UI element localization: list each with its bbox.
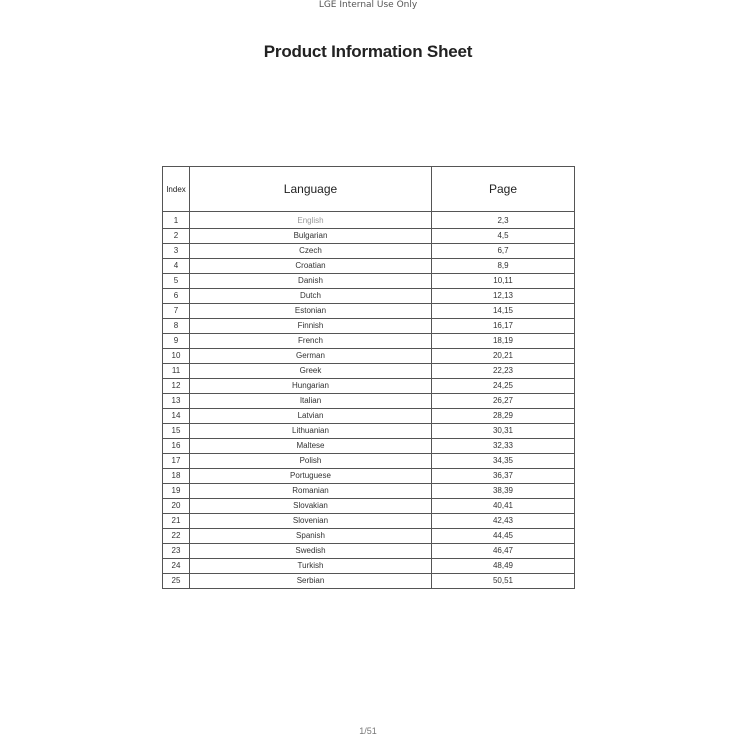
page-cell: 16,17	[432, 319, 575, 334]
table-row	[163, 212, 575, 229]
index-cell: 12	[163, 379, 190, 394]
index-cell: 11	[163, 364, 190, 379]
language-cell: Maltese	[190, 439, 432, 454]
page-cell: 50,51	[432, 574, 575, 589]
table-row	[163, 394, 575, 409]
table-row	[163, 439, 575, 454]
page-cell: 12,13	[432, 289, 575, 304]
table-row	[163, 259, 575, 274]
page-cell: 2,3	[432, 212, 575, 229]
index-cell: 13	[163, 394, 190, 409]
index-cell: 23	[163, 544, 190, 559]
index-cell: 5	[163, 274, 190, 289]
table-body	[163, 212, 575, 589]
index-cell: 20	[163, 499, 190, 514]
table-row	[163, 364, 575, 379]
index-cell: 24	[163, 559, 190, 574]
index-cell: 3	[163, 244, 190, 259]
table-row	[163, 379, 575, 394]
page-column-header: Page	[432, 167, 575, 212]
page-cell: 36,37	[432, 469, 575, 484]
language-index-table	[162, 166, 575, 589]
language-cell: Danish	[190, 274, 432, 289]
language-cell: Romanian	[190, 484, 432, 499]
language-cell: Portuguese	[190, 469, 432, 484]
index-cell: 2	[163, 229, 190, 244]
page-cell: 46,47	[432, 544, 575, 559]
language-cell: Spanish	[190, 529, 432, 544]
language-cell: Latvian	[190, 409, 432, 424]
index-cell: 4	[163, 259, 190, 274]
table-row	[163, 499, 575, 514]
language-cell: Estonian	[190, 304, 432, 319]
table-row	[163, 469, 575, 484]
table-row	[163, 229, 575, 244]
index-cell: 21	[163, 514, 190, 529]
table-row	[163, 334, 575, 349]
language-cell: Czech	[190, 244, 432, 259]
index-cell: 6	[163, 289, 190, 304]
page-cell: 8,9	[432, 259, 575, 274]
page-cell: 14,15	[432, 304, 575, 319]
table-row	[163, 424, 575, 439]
table-row	[163, 409, 575, 424]
language-cell: French	[190, 334, 432, 349]
language-cell: Greek	[190, 364, 432, 379]
table-row	[163, 274, 575, 289]
page-cell: 28,29	[432, 409, 575, 424]
page-indicator: 1/51	[359, 726, 377, 736]
page-cell: 42,43	[432, 514, 575, 529]
language-cell: Polish	[190, 454, 432, 469]
language-cell: Hungarian	[190, 379, 432, 394]
page-cell: 18,19	[432, 334, 575, 349]
page-cell: 38,39	[432, 484, 575, 499]
index-cell: 16	[163, 439, 190, 454]
table-row	[163, 574, 575, 589]
index-cell: 17	[163, 454, 190, 469]
page-cell: 20,21	[432, 349, 575, 364]
index-column-header: Index	[163, 167, 190, 212]
language-cell: Serbian	[190, 574, 432, 589]
index-cell: 19	[163, 484, 190, 499]
page-cell: 30,31	[432, 424, 575, 439]
internal-use-note: LGE Internal Use Only	[318, 0, 418, 10]
index-cell: 10	[163, 349, 190, 364]
page-cell: 40,41	[432, 499, 575, 514]
page-cell: 4,5	[432, 229, 575, 244]
language-cell: Croatian	[190, 259, 432, 274]
table-row	[163, 244, 575, 259]
table-row	[163, 514, 575, 529]
table-row	[163, 304, 575, 319]
page-cell: 24,25	[432, 379, 575, 394]
index-cell: 7	[163, 304, 190, 319]
language-cell: Dutch	[190, 289, 432, 304]
language-cell: Swedish	[190, 544, 432, 559]
language-cell: Slovakian	[190, 499, 432, 514]
index-cell: 9	[163, 334, 190, 349]
index-cell: 25	[163, 574, 190, 589]
index-cell: 8	[163, 319, 190, 334]
language-cell: English	[190, 212, 432, 229]
language-column-header: Language	[190, 167, 432, 212]
index-cell: 15	[163, 424, 190, 439]
language-cell: Slovenian	[190, 514, 432, 529]
page-cell: 6,7	[432, 244, 575, 259]
page-cell: 26,27	[432, 394, 575, 409]
language-cell: Lithuanian	[190, 424, 432, 439]
table-header	[163, 167, 575, 212]
index-cell: 22	[163, 529, 190, 544]
page-cell: 10,11	[432, 274, 575, 289]
table-row	[163, 484, 575, 499]
page-cell: 44,45	[432, 529, 575, 544]
table-row	[163, 544, 575, 559]
index-cell: 14	[163, 409, 190, 424]
table-row	[163, 454, 575, 469]
page-cell: 48,49	[432, 559, 575, 574]
language-cell: Bulgarian	[190, 229, 432, 244]
language-cell: Turkish	[190, 559, 432, 574]
page-cell: 22,23	[432, 364, 575, 379]
table-row	[163, 529, 575, 544]
page-cell: 34,35	[432, 454, 575, 469]
index-cell: 18	[163, 469, 190, 484]
table-row	[163, 559, 575, 574]
page-title: Product Information Sheet	[263, 42, 473, 61]
table-row	[163, 349, 575, 364]
language-cell: German	[190, 349, 432, 364]
table-header-row	[163, 167, 575, 212]
index-cell: 1	[163, 212, 190, 229]
language-cell: Italian	[190, 394, 432, 409]
language-cell: Finnish	[190, 319, 432, 334]
table-row	[163, 319, 575, 334]
page-cell: 32,33	[432, 439, 575, 454]
table-row	[163, 289, 575, 304]
